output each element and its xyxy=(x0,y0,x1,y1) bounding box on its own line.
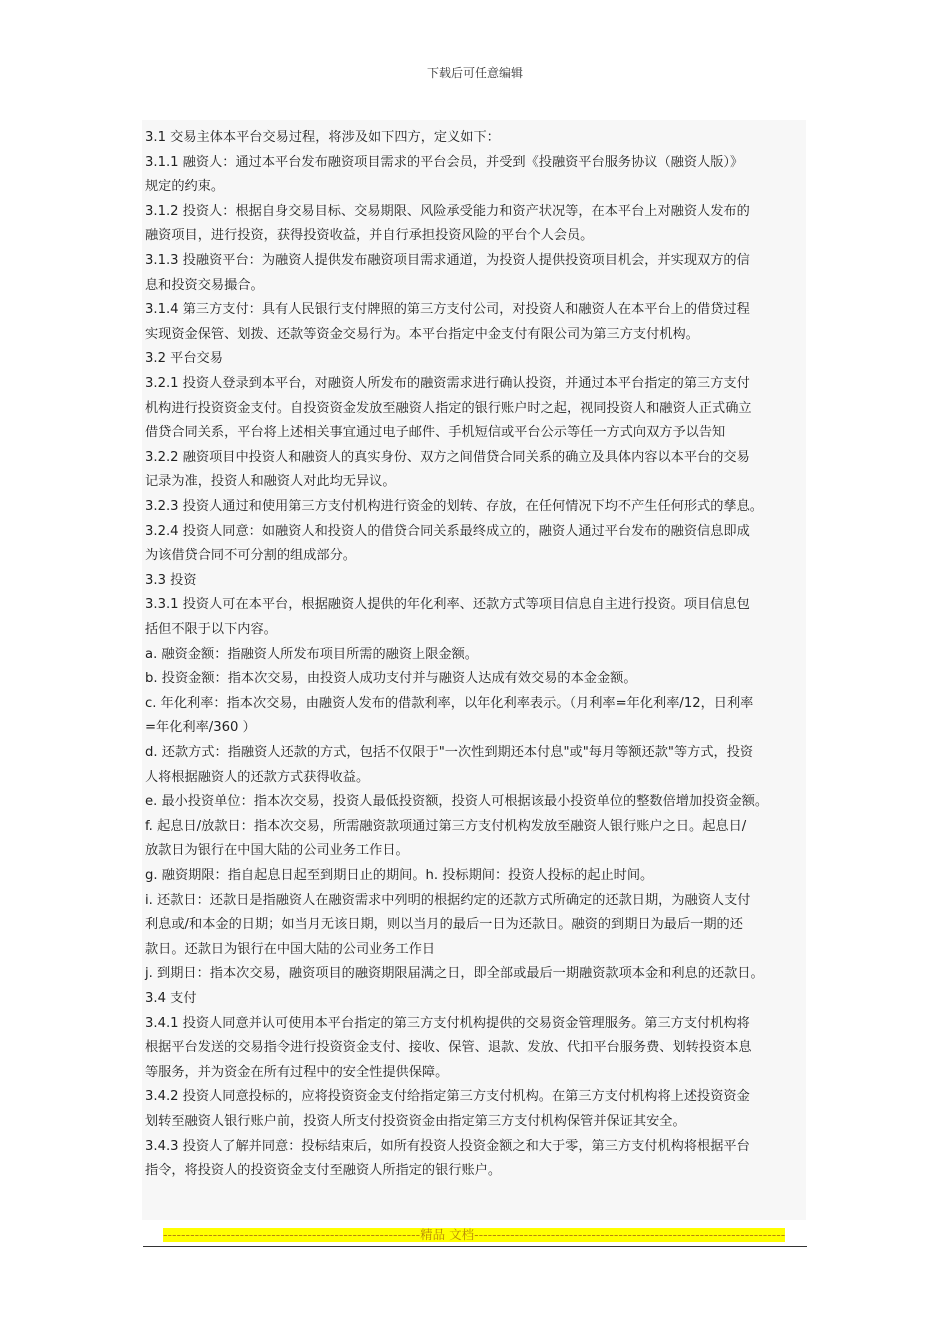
text-line: =年化利率/360 ） xyxy=(145,720,256,736)
text-line: 为该借贷合同不可分割的组成部分。 xyxy=(145,548,356,564)
text-line: 根据平台发送的交易指令进行投资资金支付、接收、保管、退款、发放、代扣平台服务费、划转投资本息 xyxy=(145,1040,752,1056)
text-line: 3.4.1 投资人同意并认可使用本平台指定的第三方支付机构提供的交易资金管理服务。第三方支付机构将 xyxy=(145,1015,750,1031)
text-line: 借贷合同关系，平台将上述相关事宜通过电子邮件、手机短信或平台公示等任一方式向双方予以告知 xyxy=(145,425,726,441)
document-body xyxy=(142,120,806,1220)
text-line: 3.1.1 融资人：通过本平台发布融资项目需求的平台会员，并受到《投融资平台服务协议（融资人版）》 xyxy=(145,154,744,170)
text-line: 3.1.2 投资人：根据自身交易目标、交易期限、风险承受能力和资产状况等，在本平台上对融资人发布的 xyxy=(145,203,750,219)
text-line: 3.3 投资 xyxy=(145,572,197,588)
text-line: 3.2.3 投资人通过和使用第三方支付机构进行资金的划转、存放，在任何情况下均不产生任何形式的孳息。 xyxy=(145,499,763,514)
text-line: d. 还款方式：指融资人还款的方式，包括不仅限于"一次性到期还本付息"或"每月等额还款"等方式，投资 xyxy=(145,745,754,760)
text-line: 3.1.3 投融资平台：为融资人提供发布融资项目需求通道，为投资人提供投资项目机会，并实现双方的信 xyxy=(145,253,750,268)
text-line: a. 融资金额：指融资人所发布项目所需的融资上限金额。 xyxy=(145,646,478,662)
text-line: 实现资金保管、划拨、还款等资金交易行为。本平台指定中金支付有限公司为第三方支付机构。 xyxy=(145,326,699,342)
text-line: j. 到期日：指本次交易，融资项目的融资期限届满之日，即全部或最后一期融资款项本金和利息的还款日。 xyxy=(145,966,764,982)
footer-banner: ---------------------------------------------------------精品 文档--------------------------------------------------------------------- xyxy=(163,1228,785,1242)
footer-divider xyxy=(143,1246,807,1247)
text-line: 息和投资交易撮合。 xyxy=(145,277,264,293)
text-line: 放款日为银行在中国大陆的公司业务工作日。 xyxy=(145,843,409,859)
text-line: 等服务，并为资金在所有过程中的安全性提供保障。 xyxy=(145,1064,449,1080)
text-line: 人将根据融资人的还款方式获得收益。 xyxy=(145,769,370,785)
text-line: e. 最小投资单位：指本次交易，投资人最低投资额，投资人可根据该最小投资单位的整数倍增加投资金额。 xyxy=(145,794,769,810)
text-line: 3.2 平台交易 xyxy=(145,351,223,367)
text-line: 3.3.1 投资人可在本平台，根据融资人提供的年化利率、还款方式等项目信息自主进行投资。项目信息包 xyxy=(145,597,750,613)
text-line: 3.4.2 投资人同意投标的，应将投资资金支付给指定第三方支付机构。在第三方支付机构将上述投资资金 xyxy=(145,1089,750,1105)
text-line: 3.4 支付 xyxy=(145,991,197,1006)
text-line: 指令，将投资人的投资资金支付至融资人所指定的银行账户。 xyxy=(145,1163,502,1179)
text-line: 3.1 交易主体本平台交易过程，将涉及如下四方，定义如下： xyxy=(145,130,500,145)
text-line: f. 起息日/放款日：指本次交易，所需融资款项通过第三方支付机构发放至融资人银行账户之日。起息日/ xyxy=(145,818,747,834)
text-line: i. 还款日：还款日是指融资人在融资需求中列明的根据约定的还款方式所确定的还款日期，为融资人支付 xyxy=(145,892,751,908)
text-line: 融资项目，进行投资，获得投资收益，并自行承担投资风险的平台个人会员。 xyxy=(145,228,594,244)
page-header: 下载后可任意编辑 xyxy=(426,66,523,80)
text-line: 3.2.1 投资人登录到本平台，对融资人所发布的融资需求进行确认投资，并通过本平台指定的第三方支付 xyxy=(145,376,750,391)
text-line: 划转至融资人银行账户前，投资人所支付投资资金由指定第三方支付机构保管并保证其安全。 xyxy=(145,1114,686,1129)
text-line: 规定的约束。 xyxy=(145,179,225,195)
text-line: 机构进行投资资金支付。自投资资金发放至融资人指定的银行账户时之起，视同投资人和融资人正式确立 xyxy=(145,400,752,416)
text-line: 款日。还款日为银行在中国大陆的公司业务工作日 xyxy=(145,941,436,957)
text-line: 3.2.4 投资人同意：如融资人和投资人的借贷合同关系最终成立的，融资人通过平台发布的融资信息即成 xyxy=(145,523,750,539)
text-line: c. 年化利率：指本次交易，由融资人发布的借款利率，以年化利率表示。（月利率=年化利率/12，日利率 xyxy=(145,695,754,711)
text-line: b. 投资金额：指本次交易，由投资人成功支付并与融资人达成有效交易的本金金额。 xyxy=(145,671,637,687)
text-line: 括但不限于以下内容。 xyxy=(145,622,277,637)
text-line: 3.4.3 投资人了解并同意：投标结束后，如所有投资人投资金额之和大于零，第三方支付机构将根据平台 xyxy=(145,1138,750,1154)
text-line: 3.1.4 第三方支付：具有人民银行支付牌照的第三方支付公司，对投资人和融资人在本平台上的借贷过程 xyxy=(145,302,750,318)
text-line: g. 融资期限：指自起息日起至到期日止的期间。h. 投标期间：投资人投标的起止时间。 xyxy=(145,868,654,883)
text-line: 记录为准，投资人和融资人对此均无异议。 xyxy=(145,474,396,490)
text-line: 利息或/和本金的日期；如当月无该日期，则以当月的最后一日为还款日。融资的到期日为最后一期的还 xyxy=(145,917,743,933)
text-line: 3.2.2 融资项目中投资人和融资人的真实身份、双方之间借贷合同关系的确立及具体内容以本平台的交易 xyxy=(145,449,750,465)
